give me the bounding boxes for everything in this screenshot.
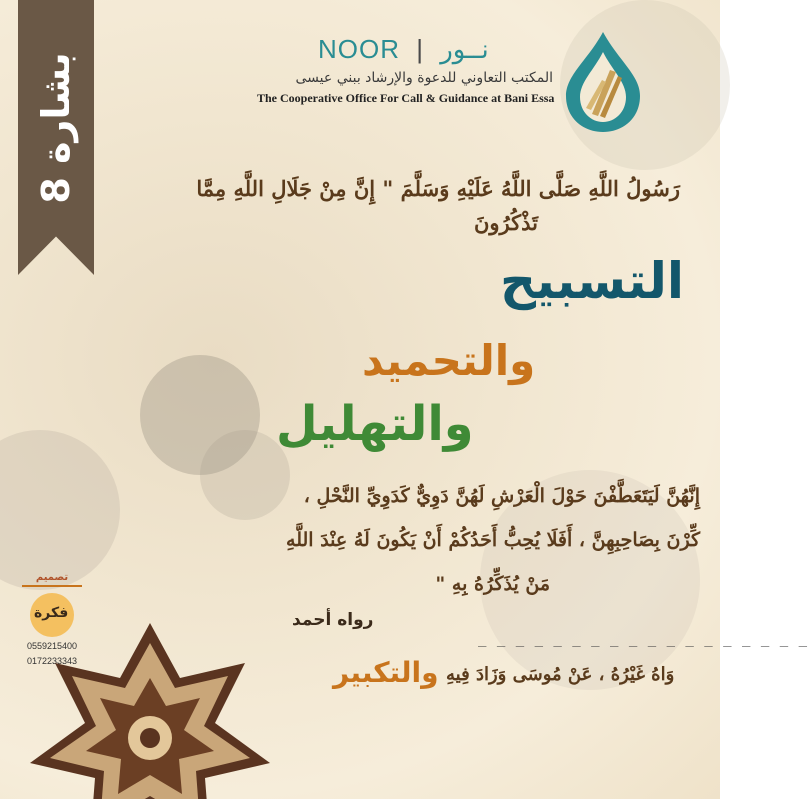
hadith-body xyxy=(220,474,700,606)
brand-name xyxy=(318,34,489,65)
heading-tahmeed: والتحميد xyxy=(362,336,536,385)
designer-mark-text: فكرة xyxy=(34,605,69,621)
hadith-intro-line1: رَسُولُ اللَّهِ صَلَّى اللَّهُ عَلَيْهِ وَسَلَّمَ " إِنَّ مِنْ جَلَالِ اللَّهِ مِمَّا xyxy=(196,176,680,201)
hadith-body-line3: مَنْ يُذَكِّرُهُ بِهِ " xyxy=(435,573,550,595)
divider: _ _ _ _ _ _ _ _ _ _ _ _ _ _ _ _ _ _ xyxy=(478,631,808,647)
brand-ar: نــور xyxy=(440,35,489,65)
bg-circle xyxy=(0,430,120,590)
noor-logo-icon xyxy=(558,30,648,134)
heading-tasbeeh: التسبيح xyxy=(499,252,684,310)
hadith-body-line2: كِّرْنَ بِصَاحِبِهِنَّ ، أَفَلَا يُحِبُّ أَحَدُكُمْ أَنْ يَكُونَ لَهُ عِنْدَ اللَّهِ xyxy=(286,529,700,551)
hadith-source: رواه أحمد xyxy=(292,610,374,630)
brand-separator: | xyxy=(416,34,424,64)
ribbon-label: بشارة 8 xyxy=(34,52,78,204)
designer-label: تصميم xyxy=(35,572,69,583)
hadith-body-line1: إِنَّهُنَّ لَيَتَعَطَّفْنَ حَوْلَ الْعَرْشِ لَهُنَّ دَوِيٌّ كَدَوِيِّ النَّحْلِ ، xyxy=(303,485,700,507)
office-name-en: The Cooperative Office For Call & Guidance at Bani Essa xyxy=(257,91,555,105)
heading-tahleel: والتهليل xyxy=(276,396,474,452)
office-name-ar: المكتب التعاوني للدعوة والإرشاد ببني عيسى xyxy=(295,70,553,86)
islamic-ornament-icon xyxy=(0,618,290,799)
hadith-intro-line2: تَذْكُرُونَ xyxy=(473,210,538,235)
designer-phone-2: 0172233343 xyxy=(26,656,78,666)
designer-rule xyxy=(22,585,82,587)
brand-en: NOOR xyxy=(318,34,400,64)
hadith-intro xyxy=(196,172,680,240)
designer-phone-1: 0559215400 xyxy=(26,641,78,651)
heading-takbeer: والتكبير xyxy=(333,656,439,689)
narration-line: وَاهُ غَيْرُهُ ، عَنْ مُوسَى وَزَادَ فِيهِ xyxy=(446,664,675,685)
